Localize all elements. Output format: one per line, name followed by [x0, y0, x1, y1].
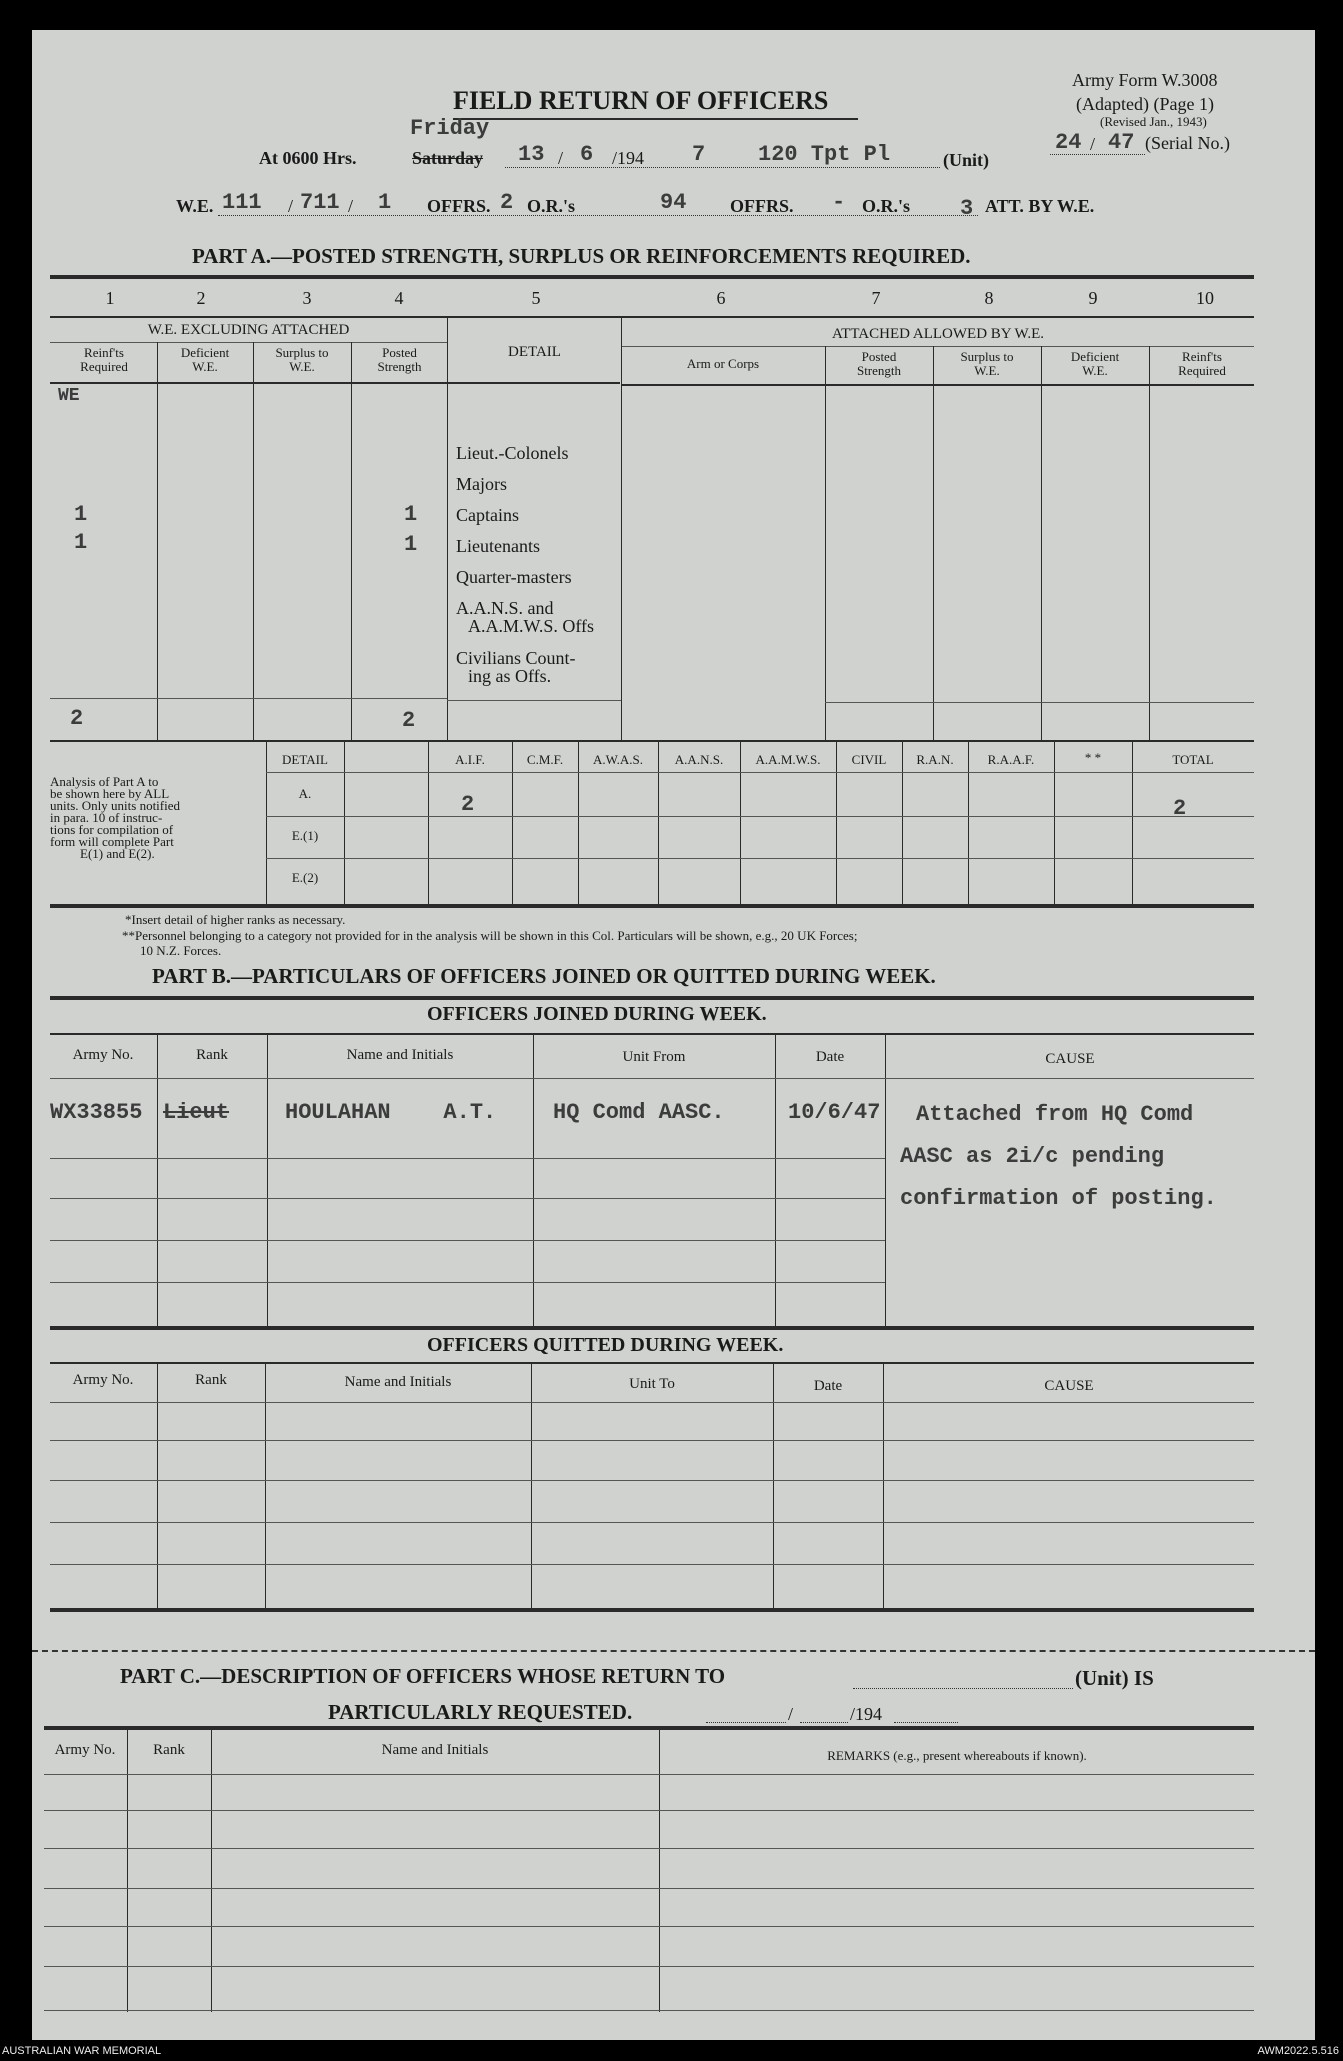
quitted-divider [157, 1364, 158, 1608]
analysis-row-a: A. [298, 786, 312, 801]
date-month: 6 [580, 142, 594, 167]
col-divider [351, 342, 352, 740]
joined-bottom-rule [50, 1326, 1254, 1330]
part-c-date-dotted [706, 1722, 786, 1723]
att-offrs-value: - [832, 190, 846, 215]
header-reinfts-required: Reinf'ts Required [80, 345, 128, 374]
analysis-header-cmf: C.M.F. [526, 752, 564, 767]
col-divider [621, 318, 622, 740]
we-dotted-line [218, 215, 978, 216]
we-mark: WE [58, 386, 80, 406]
col-number: 9 [1088, 288, 1098, 308]
analysis-aif-a: 2 [461, 792, 475, 817]
joined-cause-3: confirmation of posting. [900, 1186, 1217, 1211]
part-a-top-rule [50, 275, 1254, 279]
right-header-rule [622, 384, 1254, 386]
col-number: 1 [105, 288, 115, 308]
unit-label: (Unit) [943, 150, 989, 170]
header-att-surplus: Surplus to W.E. [960, 349, 1014, 378]
quitted-row-rule [50, 1480, 1254, 1481]
col-number: 5 [531, 288, 541, 308]
part-c-bottom-rule [44, 2010, 1254, 2011]
quitted-header-rule [50, 1402, 1254, 1403]
analysis-bottom-rule [50, 904, 1254, 908]
part-c-row-rule [44, 1810, 1254, 1811]
part-a-title: PART A.—POSTED STRENGTH, SURPLUS OR REINFORCEMENTS REQUIRED. [192, 244, 971, 268]
joined-row-rule [50, 1282, 885, 1283]
header-att-reinfts: Reinf'ts Required [1178, 349, 1226, 378]
serial-dotted-line [1050, 154, 1145, 155]
we-offrs-value: 1 [378, 190, 392, 215]
total-row-rule [50, 698, 447, 699]
captains-posted: 1 [404, 502, 418, 527]
analysis-header-aans: A.A.N.S. [674, 752, 724, 767]
part-c-date-slash: / [788, 1704, 794, 1724]
part-c-unit-dotted [853, 1688, 1073, 1689]
year-suffix: 7 [692, 142, 706, 167]
total-row-rule [825, 702, 1254, 703]
analysis-header-total: TOTAL [1172, 752, 1214, 767]
footnote-1: *Insert detail of higher ranks as necessary. [125, 912, 346, 927]
captains-reinf: 1 [74, 502, 88, 527]
detail-header: DETAIL [508, 344, 561, 360]
analysis-row-rule [266, 858, 1254, 859]
we-slash: / [288, 196, 294, 216]
analysis-header-other: * * [1084, 750, 1102, 765]
part-c-divider [211, 1730, 212, 2012]
quitted-bottom-rule [50, 1608, 1254, 1612]
joined-rank: Lieut [163, 1100, 230, 1125]
analysis-note: Analysis of Part A to be shown here by ALL units. Only units notified in para. 10 of instruc- tions for compilation of form will complete Part E(1) and E(2). [50, 774, 180, 861]
unit-value: 120 Tpt Pl [758, 142, 891, 167]
analysis-header-detail: DETAIL [282, 752, 328, 767]
col-divider [1149, 346, 1150, 740]
header-att-deficient: Deficient W.E. [1070, 349, 1120, 378]
part-c-date-dotted [800, 1722, 848, 1723]
analysis-header-ran: R.A.N. [916, 752, 954, 767]
analysis-divider [344, 742, 345, 904]
analysis-row-rule [266, 816, 1254, 817]
date-day: 13 [518, 142, 545, 167]
col-number: 3 [302, 288, 312, 308]
joined-army-no: WX33855 [50, 1100, 143, 1125]
col-number: 7 [871, 288, 881, 308]
joined-row-rule [50, 1198, 885, 1199]
joined-header-cause: CAUSE [1045, 1051, 1095, 1067]
joined-header-unit-from: Unit From [622, 1049, 686, 1065]
joined-row-rule [50, 1158, 885, 1159]
joined-cause-1: Attached from HQ Comd [916, 1102, 1194, 1127]
analysis-header-awas: A.W.A.S. [592, 752, 644, 767]
analysis-total-a: 2 [1173, 796, 1187, 821]
part-c-top-rule [44, 1726, 1254, 1730]
quitted-header-army-no: Army No. [72, 1372, 134, 1388]
col-divider [933, 346, 934, 740]
part-c-unit-is: (Unit) IS [1075, 1666, 1154, 1690]
quitted-header-date: Date [813, 1378, 843, 1394]
rank-quarter-masters: Quarter-masters [456, 567, 572, 587]
rank-civilians-cont: ing as Offs. [468, 666, 552, 686]
form-number: Army Form W.3008 [1072, 70, 1218, 90]
title-underline [453, 118, 858, 120]
rank-majors: Majors [456, 474, 507, 494]
col-number: 4 [394, 288, 404, 308]
col-number: 8 [984, 288, 994, 308]
analysis-header-aif: A.I.F. [455, 752, 485, 767]
day-printed: Saturday [412, 148, 484, 168]
part-c-divider [659, 1730, 660, 2012]
part-b-title: PART B.—PARTICULARS OF OFFICERS JOINED OR QUITTED DURING WEEK. [152, 964, 936, 988]
rank-aans: A.A.N.S. and [456, 598, 554, 618]
serial-label: (Serial No.) [1145, 133, 1230, 153]
header-arm-or-corps: Arm or Corps [686, 356, 760, 371]
quitted-row-rule [50, 1522, 1254, 1523]
header-surplus-to-we: Surplus to W.E. [275, 345, 329, 374]
quitted-row-rule [50, 1440, 1254, 1441]
joined-date: 10/6/47 [788, 1100, 881, 1125]
lieuts-posted: 1 [404, 532, 418, 557]
rank-lieutenants: Lieutenants [456, 536, 540, 556]
quitted-header-unit-to: Unit To [629, 1376, 675, 1392]
joined-row-rule [50, 1240, 885, 1241]
footer-left: AUSTRALIAN WAR MEMORIAL [2, 2045, 162, 2057]
quitted-header-name: Name and Initials [344, 1374, 452, 1390]
form-title: FIELD RETURN OF OFFICERS [453, 86, 829, 115]
analysis-header-raaf: R.A.A.F. [987, 752, 1035, 767]
quitted-divider [531, 1364, 532, 1608]
col-divider [1041, 346, 1042, 740]
we-excluding-header: W.E. EXCLUDING ATTACHED [147, 322, 350, 338]
total-row-rule [447, 700, 621, 701]
we-slash-2: / [348, 196, 354, 216]
footer-right: AWM2022.5.516 [1257, 2045, 1339, 2057]
we-value-a: 111 [222, 190, 262, 215]
att-ors-value: 3 [960, 196, 974, 221]
quitted-divider [265, 1364, 266, 1608]
joined-header-army-no: Army No. [72, 1047, 134, 1063]
analysis-row-e1: E.(1) [291, 828, 319, 843]
at-hours-label: At 0600 Hrs. [259, 148, 357, 168]
serial-number-b: 47 [1108, 130, 1135, 155]
quitted-divider [883, 1364, 884, 1608]
part-c-header-rank: Rank [153, 1742, 185, 1758]
we-label: W.E. [176, 196, 214, 216]
quitted-title: OFFICERS QUITTED DURING WEEK. [427, 1334, 784, 1356]
analysis-divider [1054, 742, 1055, 904]
joined-title: OFFICERS JOINED DURING WEEK. [427, 1003, 767, 1025]
quitted-title-rule [50, 1362, 1254, 1364]
part-c-header-rule [44, 1774, 1254, 1775]
we-excluding-rule [50, 342, 447, 343]
col-divider [253, 342, 254, 740]
col-divider [157, 342, 158, 740]
col-number: 2 [196, 288, 206, 308]
part-c-row-rule [44, 1926, 1254, 1927]
part-c-divider [127, 1730, 128, 2012]
header-att-posted-strength: Posted Strength [856, 349, 902, 378]
joined-cause-2: AASC as 2i/c pending [900, 1144, 1165, 1169]
we-value-b: 711 [300, 190, 340, 215]
analysis-row-e2: E.(2) [291, 870, 319, 885]
part-c-date-year: /194 [850, 1704, 883, 1724]
quitted-header-rank: Rank [195, 1372, 227, 1388]
joined-header-rule [50, 1078, 1254, 1079]
att-ors-label: O.R.'s [862, 196, 911, 216]
part-c-row-rule [44, 1966, 1254, 1967]
quitted-row-rule [50, 1564, 1254, 1565]
serial-number-a: 24 [1055, 130, 1082, 155]
part-c-row-rule [44, 1848, 1254, 1849]
footnote-3: 10 N.Z. Forces. [140, 943, 222, 958]
attached-allowed-rule [622, 346, 1254, 347]
joined-header-name: Name and Initials [346, 1047, 454, 1063]
quitted-header-cause: CAUSE [1044, 1378, 1094, 1394]
ors-label: O.R.'s [527, 196, 576, 216]
joined-name: HOULAHAN A.T. [285, 1100, 497, 1125]
part-c-title-2: PARTICULARLY REQUESTED. [328, 1700, 633, 1724]
rank-lieut-colonels: Lieut.-Colonels [456, 443, 569, 463]
tear-off-line [32, 1650, 1315, 1652]
part-c-row-rule [44, 1888, 1254, 1889]
footnote-2: **Personnel belonging to a category not provided for in the analysis will be shown in this Col. Particulars will be shown, e.g., 20 UK Forces; [122, 928, 858, 943]
analysis-header-rule [266, 772, 1254, 773]
offrs-label: OFFRS. [427, 196, 491, 216]
quitted-divider [773, 1364, 774, 1608]
joined-header-date: Date [815, 1049, 845, 1065]
serial-slash: / [1090, 134, 1096, 154]
col-number: 6 [716, 288, 726, 308]
year-prefix: /194 [612, 148, 645, 168]
left-header-rule [50, 382, 620, 384]
rank-captains: Captains [456, 505, 519, 525]
header-deficient-we: Deficient W.E. [180, 345, 230, 374]
part-c-date-dotted [894, 1722, 958, 1723]
date-dotted-line [505, 167, 940, 168]
form-adapted: (Adapted) (Page 1) [1076, 94, 1214, 114]
joined-title-rule [50, 1033, 1254, 1035]
att-by-we: ATT. BY W.E. [985, 196, 1095, 216]
part-c-header-army-no: Army No. [54, 1742, 116, 1758]
part-a-bottom-rule [50, 740, 1254, 742]
part-c-title: PART C.—DESCRIPTION OF OFFICERS WHOSE RETURN TO [120, 1664, 726, 1688]
header-posted-strength: Posted Strength [377, 345, 422, 374]
rank-aamws: A.A.M.W.S. Offs [468, 616, 595, 636]
joined-header-rank: Rank [196, 1047, 228, 1063]
ors-value: 94 [660, 190, 687, 215]
part-b-top-rule [50, 996, 1254, 1000]
lieuts-reinf: 1 [74, 530, 88, 555]
total-reinf: 2 [70, 706, 84, 731]
part-c-header-remarks: REMARKS (e.g., present whereabouts if known). [827, 1748, 1087, 1763]
date-slash: / [558, 148, 564, 168]
col-number: 10 [1196, 288, 1214, 308]
rank-civilians: Civilians Count- [456, 648, 576, 668]
day-written: Friday [410, 116, 490, 141]
part-c-header-name: Name and Initials [381, 1742, 489, 1758]
total-posted: 2 [402, 708, 416, 733]
col-divider [447, 318, 448, 740]
attached-allowed-header: ATTACHED ALLOWED BY W.E. [832, 326, 1044, 342]
analysis-header-aamws: A.A.M.W.S. [755, 752, 821, 767]
form-revised: (Revised Jan., 1943) [1100, 114, 1207, 129]
joined-unit-from: HQ Comd AASC. [553, 1100, 725, 1125]
analysis-header-civil: CIVIL [851, 752, 887, 767]
col-divider [825, 346, 826, 740]
att-offrs-label: OFFRS. [730, 196, 794, 216]
col-number-rule [50, 316, 1254, 318]
offrs-value: 2 [500, 190, 514, 215]
